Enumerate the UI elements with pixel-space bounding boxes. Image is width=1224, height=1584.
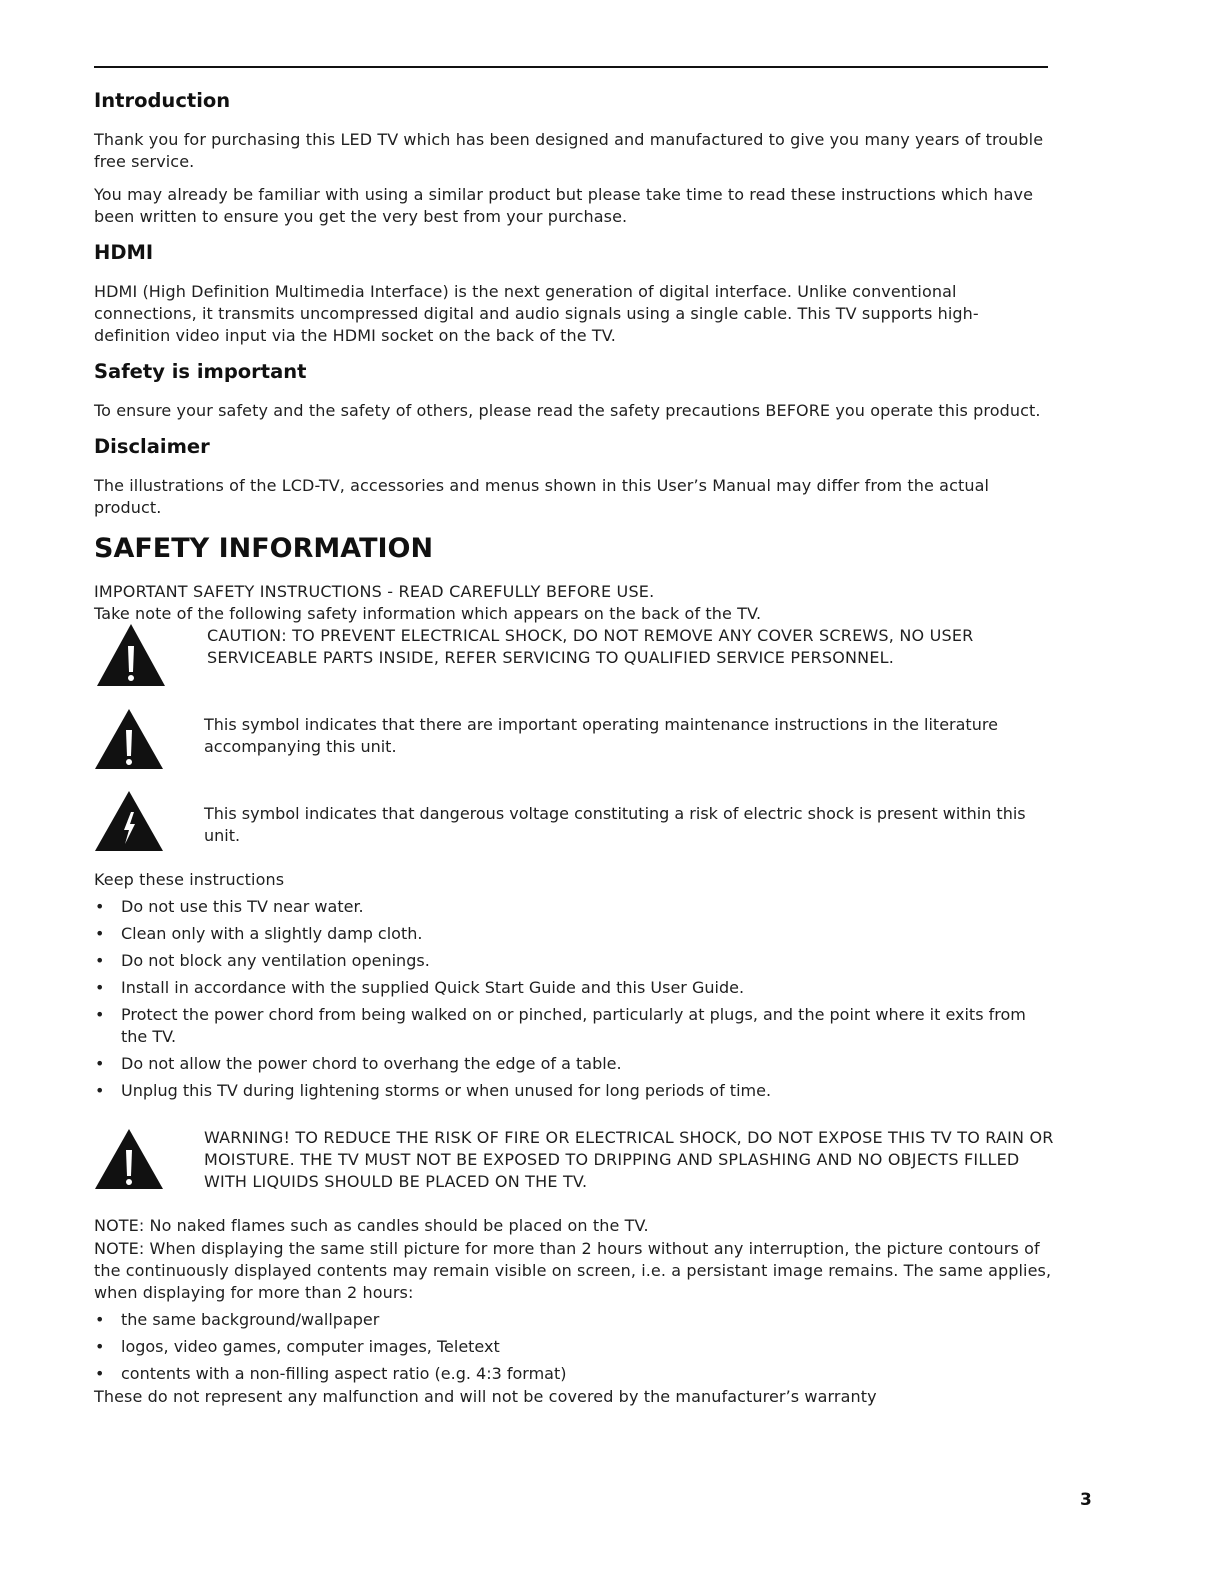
take-note-line: Take note of the following safety information which appears on the back of the TV. <box>94 604 762 623</box>
exclamation-triangle-icon <box>94 708 164 771</box>
disclaimer-heading: Disclaimer <box>94 435 210 458</box>
introduction-heading: Introduction <box>94 89 231 112</box>
hdmi-heading: HDMI <box>94 241 154 264</box>
note-flames: NOTE: No naked flames such as candles should be placed on the TV. <box>94 1216 649 1235</box>
disclaimer-paragraph: The illustrations of the LCD-TV, accessories and menus shown in this User’s Manual may differ from the actual product. <box>94 476 990 517</box>
warning-triangle-icon <box>96 622 166 688</box>
list-item: • Do not use this TV near water. <box>94 896 1054 918</box>
note-bullet-list <box>94 1309 1054 1385</box>
page-number: 3 <box>1080 1490 1092 1510</box>
warranty-line: These do not represent any malfunction and will not be covered by the manufacturer’s warranty <box>94 1387 877 1406</box>
list-item: • Install in accordance with the supplied Quick Start Guide and this User Guide. <box>94 977 1054 999</box>
safety-bullet-list <box>94 896 1054 1107</box>
list-item: • Do not block any ventilation openings. <box>94 950 1054 972</box>
note-still-picture: NOTE: When displaying the same still picture for more than 2 hours without any interruption, the picture contours of the continuously displayed contents may remain visible on screen, i.e. a persistant image remains. The same applies, when displaying for more than 2 hours: <box>94 1239 1052 1302</box>
introduction-paragraph-2: You may already be familiar with using a similar product but please take time to read these instructions which have been written to ensure you get the very best from your purchase. <box>94 185 1034 226</box>
list-item: • Protect the power chord from being walked on or pinched, particularly at plugs, and the point where it exits from the TV. <box>94 1004 1054 1048</box>
introduction-paragraph-1: Thank you for purchasing this LED TV which has been designed and manufactured to give you many years of trouble free service. <box>94 130 1044 171</box>
list-item: • Clean only with a slightly damp cloth. <box>94 923 1054 945</box>
top-rule <box>94 66 1048 68</box>
list-item: • Unplug this TV during lightening storms or when unused for long periods of time. <box>94 1080 1054 1102</box>
safety-heading: Safety is important <box>94 360 307 383</box>
exclamation-symbol-text: This symbol indicates that there are important operating maintenance instructions in the literature accompanying this unit. <box>204 715 998 756</box>
warning-triangle-icon <box>94 1128 164 1191</box>
safety-information-heading: SAFETY INFORMATION <box>94 533 434 564</box>
caution-text: CAUTION: TO PREVENT ELECTRICAL SHOCK, DO NOT REMOVE ANY COVER SCREWS, NO USER SERVICEABLE PARTS INSIDE, REFER SERVICING TO QUALIFIED SERVICE PERSONNEL. <box>207 626 974 667</box>
hdmi-paragraph: HDMI (High Definition Multimedia Interface) is the next generation of digital interface. Unlike conventional connections, it transmits uncompressed digital and audio signals using a single cable. This TV supports high-definition video input via the HDMI socket on the back of the TV. <box>94 282 979 345</box>
list-item: • Do not allow the power chord to overhang the edge of a table. <box>94 1053 1054 1075</box>
high-voltage-triangle-icon <box>94 790 164 853</box>
important-instructions-line: IMPORTANT SAFETY INSTRUCTIONS - READ CAREFULLY BEFORE USE. <box>94 582 655 601</box>
list-item: • contents with a non-filling aspect ratio (e.g. 4:3 format) <box>94 1363 1054 1385</box>
voltage-symbol-text: This symbol indicates that dangerous voltage constituting a risk of electric shock is present within this unit. <box>204 804 1026 845</box>
keep-instructions-line: Keep these instructions <box>94 870 285 889</box>
list-item: • logos, video games, computer images, Teletext <box>94 1336 1054 1358</box>
safety-paragraph: To ensure your safety and the safety of others, please read the safety precautions BEFORE you operate this product. <box>94 401 1041 420</box>
list-item: • the same background/wallpaper <box>94 1309 1054 1331</box>
warning-text: WARNING! TO REDUCE THE RISK OF FIRE OR ELECTRICAL SHOCK, DO NOT EXPOSE THIS TV TO RAIN OR MOISTURE. THE TV MUST NOT BE EXPOSED TO DRIPPING AND SPLASHING AND NO OBJECTS FILLED WITH LIQUIDS SHOULD BE PLACED ON THE TV. <box>204 1128 1054 1191</box>
